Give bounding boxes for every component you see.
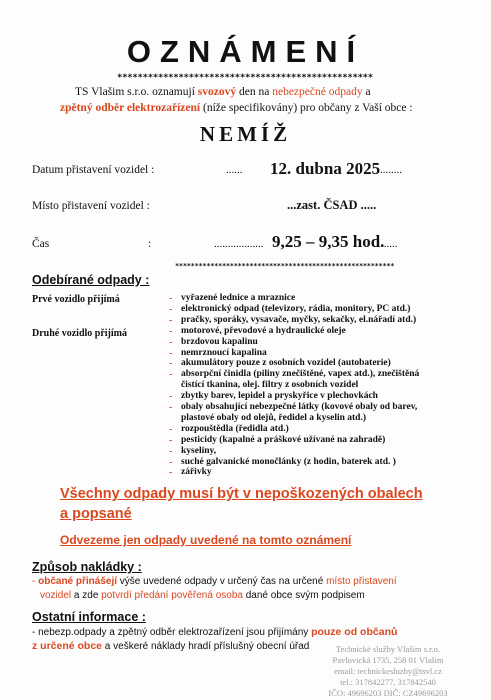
loading-dash: - — [32, 576, 39, 587]
municipality-name: NEMÍŽ — [199, 122, 292, 146]
other-info-line-1 — [32, 626, 397, 638]
waste-item: rozpouštědla (ředidla atd.) — [181, 423, 289, 434]
time-value: 9,25 – 9,35 hod. — [272, 232, 385, 251]
location-value: ...zast. ČSAD ..... — [287, 198, 377, 212]
loading-highlight: místo přistavení — [326, 576, 397, 587]
list-dash: - — [169, 402, 173, 413]
other-info-highlight: pouze od občanů — [311, 626, 398, 638]
loading-highlight: vozidel — [40, 590, 72, 601]
list-dash: - — [169, 314, 173, 326]
intro-text: TS Vlašim s.r.o. oznamují — [75, 86, 198, 98]
list-dash: - — [169, 293, 173, 304]
intro-text: (níže specifikovány) pro občany z Vaší obce : — [200, 102, 413, 114]
waste-item: akumulátory pouze z osobních vozidel (autobaterie) — [181, 358, 391, 369]
stamp-line: email: technickesluzby@tsvl.cz — [334, 666, 442, 676]
list-dash: - — [169, 391, 173, 403]
time-label: Čas — [32, 238, 50, 250]
date-value: 12. dubna 2025 — [270, 159, 381, 178]
waste-item: motorové, převodové a hydraulické oleje — [181, 325, 346, 336]
waste-item: elektronický odpad (televizory, rádia, monitory, PC atd.) — [181, 303, 411, 314]
intro-highlight: svozový — [197, 86, 237, 98]
list-dash: - — [169, 434, 173, 446]
list-dash: - — [169, 423, 173, 435]
list-dash: - — [169, 369, 173, 381]
stamp-line: tel.: 317842277, 317842540 — [340, 677, 436, 687]
location-label: Místo přistavení vozidel : — [32, 200, 150, 212]
date-dots-right: ........ — [380, 164, 402, 176]
waste-item: pračky, sporáky, vysavače, myčky, sekačky, el.nářadí atd.) — [181, 314, 417, 325]
waste-item: vyřazené lednice a mraznice — [181, 293, 296, 303]
loading-heading: Způsob nakládky : — [32, 560, 142, 574]
warning-packaging: Všechny odpady musí být v nepoškozených obalech — [60, 486, 423, 502]
intro-line-1 — [75, 86, 371, 98]
other-info-highlight: z určené obce — [32, 640, 103, 652]
waste-item: pesticidy (kapalné a práškové užívané na zahradě) — [181, 434, 386, 445]
second-vehicle-label: Druhé vozidlo přijímá — [32, 328, 127, 339]
date-dots: ...... — [226, 164, 243, 176]
loading-line-1 — [32, 576, 397, 587]
time-dots-right: ...... — [381, 238, 398, 250]
warning-only-listed: Odvezeme jen odpady uvedené na tomto oznámení — [60, 533, 352, 547]
stamp-line: IČO: 49696203 DIČ: CZ49696203 — [328, 688, 448, 698]
stamp-line: Pavlovická 1735, 258 01 Vlašim — [332, 655, 444, 665]
waste-item: zbytky barev, lepidel a pryskyřice v plechovkách — [181, 391, 378, 402]
waste-item: obaly obsahující nebezpečné látky (kovové obaly od barev, — [181, 402, 418, 412]
intro-highlight: zpětný odběr elektrozařízení — [60, 102, 201, 114]
loading-highlight: občané přinášejí — [38, 576, 118, 587]
waste-item: plastové obaly od olejů, ředidel a kyselin atd.) — [181, 412, 366, 423]
star-divider-middle: ******************************************************** — [175, 262, 395, 270]
list-dash: - — [169, 456, 173, 468]
other-info-text: a veškeré náklady hradí příslušný obecní úřad — [102, 641, 310, 652]
company-stamp — [298, 644, 478, 699]
star-divider-top: ************************************************** — [117, 73, 373, 83]
loading-text: a zde — [71, 590, 102, 601]
page-title: OZNÁMENÍ — [126, 34, 365, 69]
first-vehicle-label: Prvé vozidlo přijímá — [32, 294, 120, 305]
list-dash: - — [169, 347, 173, 359]
waste-item: absorpční činidla (piliny znečištěné, vapex atd.), znečištěná — [181, 369, 420, 380]
list-dash: - — [169, 358, 173, 370]
waste-item: kyseliny, — [181, 445, 217, 456]
list-dash: - — [169, 303, 173, 315]
other-info-heading: Ostatní informace : — [32, 610, 146, 624]
waste-item: suché galvanické monočlánky (z hodin, baterek atd. ) — [181, 456, 396, 467]
list-dash: - — [169, 336, 173, 348]
waste-item: čistící tkanina, olej. filtry z osobních vozidel — [181, 380, 359, 391]
waste-item: nemrznoucí kapalina — [181, 347, 267, 358]
loading-text: dané obce svým podpisem — [242, 590, 365, 601]
collected-heading: Odebírané odpady : — [32, 273, 150, 287]
other-info-text: - nebezp.odpady a zpětný odběr elektrozařízení jsou přijímány — [32, 627, 312, 638]
waste-item: zářivky — [181, 467, 212, 478]
intro-text: den na — [236, 86, 273, 98]
loading-text: výše uvedené odpady v určený čas na určené — [117, 576, 327, 587]
other-info-line-2 — [32, 640, 309, 652]
list-dash: - — [169, 325, 173, 337]
time-dots: .................. — [214, 238, 264, 250]
intro-text: a — [362, 86, 371, 98]
stamp-line: Technické služby Vlašim s.r.o. — [335, 644, 441, 654]
intro-highlight: nebezpečné odpady — [272, 86, 363, 98]
list-dash: - — [169, 467, 173, 479]
list-dash: - — [169, 445, 173, 457]
intro-line-2 — [60, 102, 413, 114]
loading-line-2 — [40, 590, 365, 601]
loading-highlight: potvrdí předání pověřená osoba — [101, 590, 243, 601]
waste-item: brzdovou kapalinu — [181, 336, 258, 347]
time-colon: : — [148, 238, 152, 250]
date-label: Datum přistavení vozidel : — [32, 164, 155, 176]
warning-packaging-2: a popsané — [60, 506, 132, 522]
